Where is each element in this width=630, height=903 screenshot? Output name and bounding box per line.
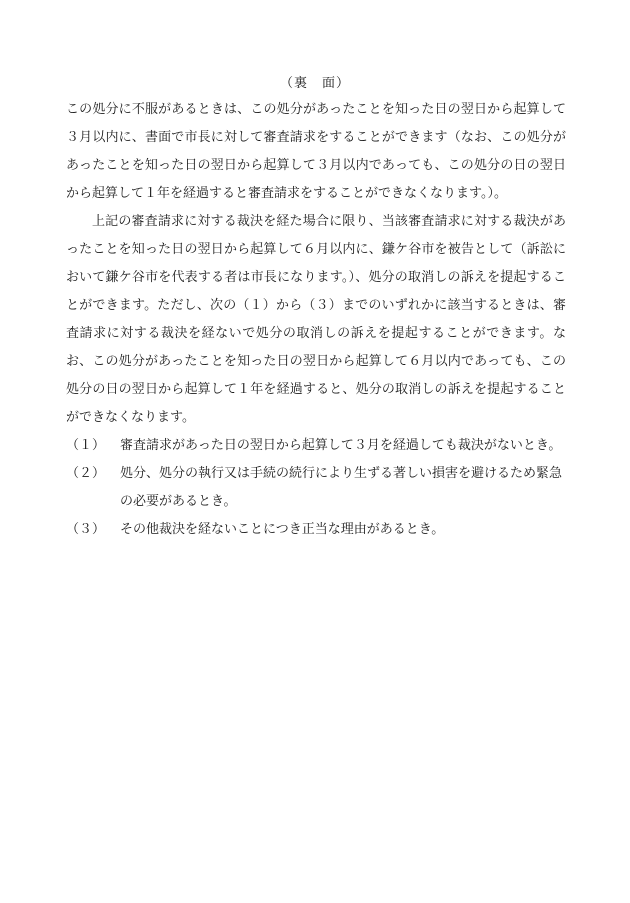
- list-item-text: その他裁決を経ないことにつき正当な理由があるとき。: [120, 522, 445, 537]
- list-item-number: （２）: [66, 466, 106, 481]
- exception-list: [66, 432, 566, 544]
- list-item: [66, 460, 566, 516]
- paragraph-lawsuit: 上記の審査請求に対する裁決を経た場合に限り、当該審査請求に対する裁決があったことを知った日の翌日から起算して６月以内に、鎌ケ谷市を被告として（訴訟において鎌ケ谷市を代表する者は市長になります。）、処分の取消しの訴えを提起することができます。ただし、次の（１）から（３）までのいずれかに該当するときは、審査請求に対する裁決を経ないで処分の取消しの訴えを提起することができます。なお、この処分があったことを知った日の翌日から起算して６月以内であっても、この処分の日の翌日から起算して１年を経過すると、処分の取消しの訴えを提起することができなくなります。: [66, 214, 566, 425]
- list-item: [66, 432, 566, 460]
- document-body: [66, 96, 566, 544]
- page-heading: （裏 面）: [279, 76, 350, 91]
- list-item-text: 処分、処分の執行又は手続の続行により生ずる著しい損害を避けるため緊急の必要があるとき。: [120, 466, 563, 509]
- list-item: [66, 516, 566, 544]
- list-item-text: 審査請求があった日の翌日から起算して３月を経過しても裁決がないとき。: [120, 438, 562, 453]
- paragraph-appeal: この処分に不服があるときは、この処分があったことを知った日の翌日から起算して３月以内に、書面で市長に対して審査請求をすることができます（なお、この処分があったことを知った日の翌日から起算して３月以内であっても、この処分の日の翌日から起算して１年を経過すると審査請求をすることができなくなります。）。: [66, 102, 566, 201]
- list-item-number: （１）: [66, 438, 106, 453]
- list-item-number: （３）: [66, 522, 106, 537]
